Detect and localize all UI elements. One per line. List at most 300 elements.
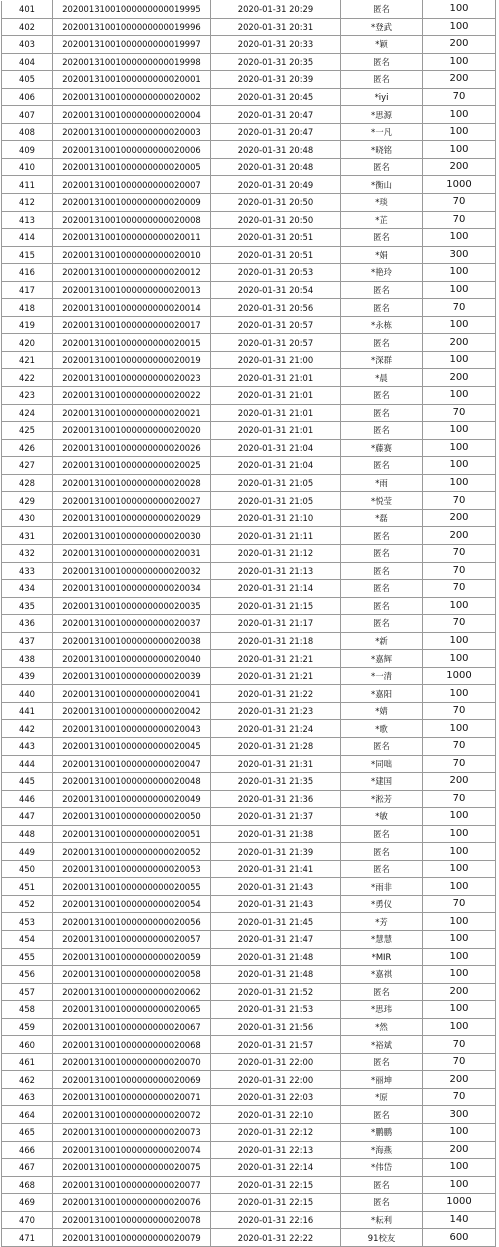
datetime-cell: 2020-01-31 21:04 bbox=[211, 439, 341, 457]
datetime-cell: 2020-01-31 21:11 bbox=[211, 527, 341, 545]
table-row bbox=[2, 334, 496, 352]
table-row bbox=[2, 176, 496, 194]
row-index-cell: 463 bbox=[2, 1088, 53, 1106]
order-number-cell: 20200131001000000000020005 bbox=[53, 158, 211, 176]
datetime-cell: 2020-01-31 21:01 bbox=[211, 387, 341, 405]
datetime-cell: 2020-01-31 20:51 bbox=[211, 246, 341, 264]
donor-name-cell: *新 bbox=[341, 632, 423, 650]
donor-name-cell: 匿名 bbox=[341, 1176, 423, 1194]
table-row bbox=[2, 36, 496, 54]
row-index-cell: 458 bbox=[2, 1001, 53, 1019]
table-row bbox=[2, 53, 496, 71]
order-number-cell: 20200131001000000000020058 bbox=[53, 966, 211, 984]
donor-name-cell: *嘉阳 bbox=[341, 685, 423, 703]
datetime-cell: 2020-01-31 21:37 bbox=[211, 808, 341, 826]
amount-cell: 100 bbox=[423, 53, 496, 71]
amount-cell: 70 bbox=[423, 615, 496, 633]
order-number-cell: 20200131001000000000019998 bbox=[53, 53, 211, 71]
row-index-cell: 442 bbox=[2, 720, 53, 738]
datetime-cell: 2020-01-31 22:16 bbox=[211, 1211, 341, 1229]
donor-name-cell: *艳玲 bbox=[341, 264, 423, 282]
row-index-cell: 456 bbox=[2, 966, 53, 984]
donor-name-cell: 匿名 bbox=[341, 737, 423, 755]
amount-cell: 70 bbox=[423, 492, 496, 510]
order-number-cell: 20200131001000000000020042 bbox=[53, 702, 211, 720]
row-index-cell: 416 bbox=[2, 264, 53, 282]
amount-cell: 100 bbox=[423, 1018, 496, 1036]
datetime-cell: 2020-01-31 20:57 bbox=[211, 334, 341, 352]
donor-name-cell: 匿名 bbox=[341, 580, 423, 598]
table-row bbox=[2, 878, 496, 896]
row-index-cell: 417 bbox=[2, 281, 53, 299]
row-index-cell: 449 bbox=[2, 843, 53, 861]
amount-cell: 100 bbox=[423, 685, 496, 703]
order-number-cell: 20200131001000000000020027 bbox=[53, 492, 211, 510]
datetime-cell: 2020-01-31 21:57 bbox=[211, 1036, 341, 1054]
table-row bbox=[2, 369, 496, 387]
order-number-cell: 20200131001000000000020048 bbox=[53, 773, 211, 791]
row-index-cell: 439 bbox=[2, 667, 53, 685]
datetime-cell: 2020-01-31 21:39 bbox=[211, 843, 341, 861]
amount-cell: 1000 bbox=[423, 1194, 496, 1212]
table-row bbox=[2, 632, 496, 650]
donor-name-cell: *晓铭 bbox=[341, 141, 423, 159]
amount-cell: 300 bbox=[423, 1106, 496, 1124]
order-number-cell: 20200131001000000000020041 bbox=[53, 685, 211, 703]
row-index-cell: 428 bbox=[2, 474, 53, 492]
row-index-cell: 457 bbox=[2, 983, 53, 1001]
order-number-cell: 20200131001000000000020051 bbox=[53, 825, 211, 843]
order-number-cell: 20200131001000000000020029 bbox=[53, 509, 211, 527]
order-number-cell: 20200131001000000000020055 bbox=[53, 878, 211, 896]
row-index-cell: 426 bbox=[2, 439, 53, 457]
amount-cell: 100 bbox=[423, 1176, 496, 1194]
order-number-cell: 20200131001000000000020026 bbox=[53, 439, 211, 457]
amount-cell: 200 bbox=[423, 773, 496, 791]
amount-cell: 70 bbox=[423, 790, 496, 808]
amount-cell: 200 bbox=[423, 334, 496, 352]
row-index-cell: 410 bbox=[2, 158, 53, 176]
table-row bbox=[2, 685, 496, 703]
donor-name-cell: *鹏鹏 bbox=[341, 1124, 423, 1142]
datetime-cell: 2020-01-31 21:18 bbox=[211, 632, 341, 650]
order-number-cell: 20200131001000000000020014 bbox=[53, 299, 211, 317]
row-index-cell: 464 bbox=[2, 1106, 53, 1124]
donor-name-cell: *婧 bbox=[341, 702, 423, 720]
donor-name-cell: *娟 bbox=[341, 246, 423, 264]
table-body bbox=[2, 1, 496, 1247]
datetime-cell: 2020-01-31 20:39 bbox=[211, 71, 341, 89]
table-row bbox=[2, 1001, 496, 1019]
order-number-cell: 20200131001000000000020008 bbox=[53, 211, 211, 229]
datetime-cell: 2020-01-31 21:45 bbox=[211, 913, 341, 931]
amount-cell: 100 bbox=[423, 18, 496, 36]
donor-name-cell: *芷 bbox=[341, 211, 423, 229]
datetime-cell: 2020-01-31 20:49 bbox=[211, 176, 341, 194]
donor-name-cell: *淞芳 bbox=[341, 790, 423, 808]
donor-name-cell: 匿名 bbox=[341, 53, 423, 71]
datetime-cell: 2020-01-31 21:21 bbox=[211, 667, 341, 685]
order-number-cell: 20200131001000000000020059 bbox=[53, 948, 211, 966]
table-row bbox=[2, 106, 496, 124]
row-index-cell: 452 bbox=[2, 895, 53, 913]
row-index-cell: 467 bbox=[2, 1159, 53, 1177]
order-number-cell: 20200131001000000000020006 bbox=[53, 141, 211, 159]
row-index-cell: 455 bbox=[2, 948, 53, 966]
datetime-cell: 2020-01-31 21:53 bbox=[211, 1001, 341, 1019]
amount-cell: 100 bbox=[423, 1, 496, 19]
datetime-cell: 2020-01-31 21:05 bbox=[211, 492, 341, 510]
donor-name-cell: *登武 bbox=[341, 18, 423, 36]
order-number-cell: 20200131001000000000020034 bbox=[53, 580, 211, 598]
order-number-cell: 20200131001000000000020065 bbox=[53, 1001, 211, 1019]
row-index-cell: 403 bbox=[2, 36, 53, 54]
table-row bbox=[2, 1018, 496, 1036]
donor-name-cell: *晨 bbox=[341, 369, 423, 387]
donor-name-cell: 匿名 bbox=[341, 387, 423, 405]
amount-cell: 100 bbox=[423, 930, 496, 948]
row-index-cell: 436 bbox=[2, 615, 53, 633]
amount-cell: 100 bbox=[423, 843, 496, 861]
amount-cell: 100 bbox=[423, 141, 496, 159]
amount-cell: 70 bbox=[423, 895, 496, 913]
table-row bbox=[2, 527, 496, 545]
table-row bbox=[2, 211, 496, 229]
amount-cell: 200 bbox=[423, 983, 496, 1001]
datetime-cell: 2020-01-31 21:23 bbox=[211, 702, 341, 720]
order-number-cell: 20200131001000000000020062 bbox=[53, 983, 211, 1001]
datetime-cell: 2020-01-31 20:50 bbox=[211, 211, 341, 229]
order-number-cell: 20200131001000000000020077 bbox=[53, 1176, 211, 1194]
table-row bbox=[2, 966, 496, 984]
donor-name-cell: *歌 bbox=[341, 720, 423, 738]
datetime-cell: 2020-01-31 21:36 bbox=[211, 790, 341, 808]
datetime-cell: 2020-01-31 20:33 bbox=[211, 36, 341, 54]
datetime-cell: 2020-01-31 22:03 bbox=[211, 1088, 341, 1106]
donor-name-cell: 匿名 bbox=[341, 1, 423, 19]
row-index-cell: 438 bbox=[2, 650, 53, 668]
row-index-cell: 406 bbox=[2, 88, 53, 106]
donor-name-cell: *嘉祺 bbox=[341, 966, 423, 984]
donor-name-cell: *雨非 bbox=[341, 878, 423, 896]
row-index-cell: 431 bbox=[2, 527, 53, 545]
datetime-cell: 2020-01-31 20:48 bbox=[211, 158, 341, 176]
datetime-cell: 2020-01-31 21:35 bbox=[211, 773, 341, 791]
order-number-cell: 20200131001000000000020052 bbox=[53, 843, 211, 861]
amount-cell: 100 bbox=[423, 597, 496, 615]
row-index-cell: 411 bbox=[2, 176, 53, 194]
donor-name-cell: *衡山 bbox=[341, 176, 423, 194]
donor-name-cell: 匿名 bbox=[341, 404, 423, 422]
donor-name-cell: 匿名 bbox=[341, 562, 423, 580]
table-row bbox=[2, 439, 496, 457]
amount-cell: 100 bbox=[423, 632, 496, 650]
row-index-cell: 418 bbox=[2, 299, 53, 317]
amount-cell: 70 bbox=[423, 404, 496, 422]
row-index-cell: 451 bbox=[2, 878, 53, 896]
table-row bbox=[2, 720, 496, 738]
amount-cell: 200 bbox=[423, 1141, 496, 1159]
row-index-cell: 453 bbox=[2, 913, 53, 931]
order-number-cell: 20200131001000000000020019 bbox=[53, 351, 211, 369]
table-row bbox=[2, 1229, 496, 1247]
amount-cell: 100 bbox=[423, 650, 496, 668]
datetime-cell: 2020-01-31 22:13 bbox=[211, 1141, 341, 1159]
donor-name-cell: *雨 bbox=[341, 474, 423, 492]
table-row bbox=[2, 387, 496, 405]
row-index-cell: 437 bbox=[2, 632, 53, 650]
table-row bbox=[2, 1176, 496, 1194]
amount-cell: 100 bbox=[423, 123, 496, 141]
order-number-cell: 20200131001000000000020053 bbox=[53, 860, 211, 878]
datetime-cell: 2020-01-31 22:15 bbox=[211, 1194, 341, 1212]
row-index-cell: 445 bbox=[2, 773, 53, 791]
donor-name-cell: *MIR bbox=[341, 948, 423, 966]
order-number-cell: 20200131001000000000020069 bbox=[53, 1071, 211, 1089]
donor-name-cell: 匿名 bbox=[341, 860, 423, 878]
donor-name-cell: *耘利 bbox=[341, 1211, 423, 1229]
amount-cell: 200 bbox=[423, 158, 496, 176]
datetime-cell: 2020-01-31 21:24 bbox=[211, 720, 341, 738]
order-number-cell: 20200131001000000000020079 bbox=[53, 1229, 211, 1247]
datetime-cell: 2020-01-31 20:45 bbox=[211, 88, 341, 106]
table-row bbox=[2, 88, 496, 106]
order-number-cell: 20200131001000000000019996 bbox=[53, 18, 211, 36]
table-row bbox=[2, 1, 496, 19]
table-row bbox=[2, 562, 496, 580]
donation-table bbox=[1, 0, 496, 1247]
amount-cell: 100 bbox=[423, 966, 496, 984]
donor-name-cell: *磊 bbox=[341, 509, 423, 527]
order-number-cell: 20200131001000000000020011 bbox=[53, 229, 211, 247]
datetime-cell: 2020-01-31 20:54 bbox=[211, 281, 341, 299]
datetime-cell: 2020-01-31 22:10 bbox=[211, 1106, 341, 1124]
table-row bbox=[2, 860, 496, 878]
order-number-cell: 20200131001000000000020050 bbox=[53, 808, 211, 826]
order-number-cell: 20200131001000000000020073 bbox=[53, 1124, 211, 1142]
row-index-cell: 450 bbox=[2, 860, 53, 878]
table-row bbox=[2, 1071, 496, 1089]
order-number-cell: 20200131001000000000020039 bbox=[53, 667, 211, 685]
order-number-cell: 20200131001000000000020028 bbox=[53, 474, 211, 492]
order-number-cell: 20200131001000000000020068 bbox=[53, 1036, 211, 1054]
amount-cell: 600 bbox=[423, 1229, 496, 1247]
row-index-cell: 446 bbox=[2, 790, 53, 808]
order-number-cell: 20200131001000000000020004 bbox=[53, 106, 211, 124]
table-row bbox=[2, 123, 496, 141]
order-number-cell: 20200131001000000000019997 bbox=[53, 36, 211, 54]
amount-cell: 70 bbox=[423, 1036, 496, 1054]
table-row bbox=[2, 457, 496, 475]
donor-name-cell: *藤赛 bbox=[341, 439, 423, 457]
datetime-cell: 2020-01-31 21:01 bbox=[211, 404, 341, 422]
donor-name-cell: *嘉辉 bbox=[341, 650, 423, 668]
table-row bbox=[2, 351, 496, 369]
row-index-cell: 421 bbox=[2, 351, 53, 369]
amount-cell: 100 bbox=[423, 825, 496, 843]
table-row bbox=[2, 71, 496, 89]
order-number-cell: 20200131001000000000020043 bbox=[53, 720, 211, 738]
donor-name-cell: *裕斌 bbox=[341, 1036, 423, 1054]
datetime-cell: 2020-01-31 21:56 bbox=[211, 1018, 341, 1036]
datetime-cell: 2020-01-31 21:15 bbox=[211, 597, 341, 615]
row-index-cell: 433 bbox=[2, 562, 53, 580]
order-number-cell: 20200131001000000000020049 bbox=[53, 790, 211, 808]
order-number-cell: 20200131001000000000020002 bbox=[53, 88, 211, 106]
row-index-cell: 423 bbox=[2, 387, 53, 405]
order-number-cell: 20200131001000000000020040 bbox=[53, 650, 211, 668]
amount-cell: 70 bbox=[423, 211, 496, 229]
amount-cell: 70 bbox=[423, 562, 496, 580]
order-number-cell: 20200131001000000000020025 bbox=[53, 457, 211, 475]
datetime-cell: 2020-01-31 21:28 bbox=[211, 737, 341, 755]
order-number-cell: 20200131001000000000020032 bbox=[53, 562, 211, 580]
amount-cell: 1000 bbox=[423, 176, 496, 194]
datetime-cell: 2020-01-31 21:48 bbox=[211, 966, 341, 984]
datetime-cell: 2020-01-31 21:05 bbox=[211, 474, 341, 492]
table-row bbox=[2, 474, 496, 492]
datetime-cell: 2020-01-31 20:29 bbox=[211, 1, 341, 19]
donor-name-cell: *思源 bbox=[341, 106, 423, 124]
donor-name-cell: *原 bbox=[341, 1088, 423, 1106]
amount-cell: 100 bbox=[423, 316, 496, 334]
datetime-cell: 2020-01-31 21:47 bbox=[211, 930, 341, 948]
amount-cell: 100 bbox=[423, 948, 496, 966]
donor-name-cell: 匿名 bbox=[341, 597, 423, 615]
amount-cell: 200 bbox=[423, 1071, 496, 1089]
order-number-cell: 20200131001000000000020015 bbox=[53, 334, 211, 352]
table-row bbox=[2, 702, 496, 720]
order-number-cell: 20200131001000000000020013 bbox=[53, 281, 211, 299]
table-row bbox=[2, 264, 496, 282]
amount-cell: 100 bbox=[423, 229, 496, 247]
row-index-cell: 443 bbox=[2, 737, 53, 755]
donor-name-cell: 匿名 bbox=[341, 527, 423, 545]
table-row bbox=[2, 983, 496, 1001]
datetime-cell: 2020-01-31 21:48 bbox=[211, 948, 341, 966]
table-row bbox=[2, 404, 496, 422]
donor-name-cell: *敏 bbox=[341, 808, 423, 826]
order-number-cell: 20200131001000000000020067 bbox=[53, 1018, 211, 1036]
datetime-cell: 2020-01-31 22:15 bbox=[211, 1176, 341, 1194]
datetime-cell: 2020-01-31 20:31 bbox=[211, 18, 341, 36]
row-index-cell: 424 bbox=[2, 404, 53, 422]
donor-name-cell: *一清 bbox=[341, 667, 423, 685]
order-number-cell: 20200131001000000000020037 bbox=[53, 615, 211, 633]
table-row bbox=[2, 299, 496, 317]
table-row bbox=[2, 948, 496, 966]
datetime-cell: 2020-01-31 21:00 bbox=[211, 351, 341, 369]
table-row bbox=[2, 509, 496, 527]
row-index-cell: 429 bbox=[2, 492, 53, 510]
datetime-cell: 2020-01-31 20:56 bbox=[211, 299, 341, 317]
amount-cell: 100 bbox=[423, 720, 496, 738]
donor-name-cell: 匿名 bbox=[341, 1194, 423, 1212]
table-row bbox=[2, 650, 496, 668]
donor-name-cell: 匿名 bbox=[341, 158, 423, 176]
datetime-cell: 2020-01-31 22:22 bbox=[211, 1229, 341, 1247]
amount-cell: 70 bbox=[423, 544, 496, 562]
table-row bbox=[2, 1036, 496, 1054]
order-number-cell: 20200131001000000000020074 bbox=[53, 1141, 211, 1159]
donor-name-cell: *芳 bbox=[341, 913, 423, 931]
row-index-cell: 447 bbox=[2, 808, 53, 826]
amount-cell: 70 bbox=[423, 580, 496, 598]
datetime-cell: 2020-01-31 21:52 bbox=[211, 983, 341, 1001]
table-row bbox=[2, 422, 496, 440]
row-index-cell: 414 bbox=[2, 229, 53, 247]
row-index-cell: 409 bbox=[2, 141, 53, 159]
amount-cell: 100 bbox=[423, 439, 496, 457]
datetime-cell: 2020-01-31 21:43 bbox=[211, 895, 341, 913]
order-number-cell: 20200131001000000000020012 bbox=[53, 264, 211, 282]
row-index-cell: 401 bbox=[2, 1, 53, 19]
table-row bbox=[2, 1141, 496, 1159]
amount-cell: 100 bbox=[423, 913, 496, 931]
row-index-cell: 419 bbox=[2, 316, 53, 334]
datetime-cell: 2020-01-31 21:41 bbox=[211, 860, 341, 878]
table-row bbox=[2, 1211, 496, 1229]
donor-name-cell: 匿名 bbox=[341, 422, 423, 440]
order-number-cell: 20200131001000000000020056 bbox=[53, 913, 211, 931]
amount-cell: 100 bbox=[423, 808, 496, 826]
order-number-cell: 20200131001000000000020022 bbox=[53, 387, 211, 405]
datetime-cell: 2020-01-31 20:48 bbox=[211, 141, 341, 159]
datetime-cell: 2020-01-31 21:10 bbox=[211, 509, 341, 527]
table-row bbox=[2, 281, 496, 299]
row-index-cell: 461 bbox=[2, 1053, 53, 1071]
datetime-cell: 2020-01-31 21:01 bbox=[211, 422, 341, 440]
table-row bbox=[2, 895, 496, 913]
datetime-cell: 2020-01-31 22:00 bbox=[211, 1071, 341, 1089]
datetime-cell: 2020-01-31 20:35 bbox=[211, 53, 341, 71]
table-row bbox=[2, 158, 496, 176]
datetime-cell: 2020-01-31 21:17 bbox=[211, 615, 341, 633]
table-row bbox=[2, 773, 496, 791]
row-index-cell: 434 bbox=[2, 580, 53, 598]
row-index-cell: 444 bbox=[2, 755, 53, 773]
datetime-cell: 2020-01-31 21:12 bbox=[211, 544, 341, 562]
row-index-cell: 459 bbox=[2, 1018, 53, 1036]
order-number-cell: 20200131001000000000020076 bbox=[53, 1194, 211, 1212]
table-row bbox=[2, 544, 496, 562]
datetime-cell: 2020-01-31 22:00 bbox=[211, 1053, 341, 1071]
amount-cell: 100 bbox=[423, 422, 496, 440]
row-index-cell: 469 bbox=[2, 1194, 53, 1212]
donor-name-cell: 匿名 bbox=[341, 457, 423, 475]
datetime-cell: 2020-01-31 20:53 bbox=[211, 264, 341, 282]
donor-name-cell: *思玮 bbox=[341, 1001, 423, 1019]
table-row bbox=[2, 492, 496, 510]
row-index-cell: 430 bbox=[2, 509, 53, 527]
datetime-cell: 2020-01-31 21:04 bbox=[211, 457, 341, 475]
row-index-cell: 462 bbox=[2, 1071, 53, 1089]
datetime-cell: 2020-01-31 21:21 bbox=[211, 650, 341, 668]
amount-cell: 100 bbox=[423, 474, 496, 492]
row-index-cell: 408 bbox=[2, 123, 53, 141]
datetime-cell: 2020-01-31 21:31 bbox=[211, 755, 341, 773]
table-row bbox=[2, 18, 496, 36]
row-index-cell: 435 bbox=[2, 597, 53, 615]
donor-name-cell: 匿名 bbox=[341, 1053, 423, 1071]
table-row bbox=[2, 667, 496, 685]
amount-cell: 100 bbox=[423, 457, 496, 475]
donor-name-cell: 匿名 bbox=[341, 544, 423, 562]
amount-cell: 70 bbox=[423, 1053, 496, 1071]
row-index-cell: 468 bbox=[2, 1176, 53, 1194]
order-number-cell: 20200131001000000000020045 bbox=[53, 737, 211, 755]
row-index-cell: 460 bbox=[2, 1036, 53, 1054]
